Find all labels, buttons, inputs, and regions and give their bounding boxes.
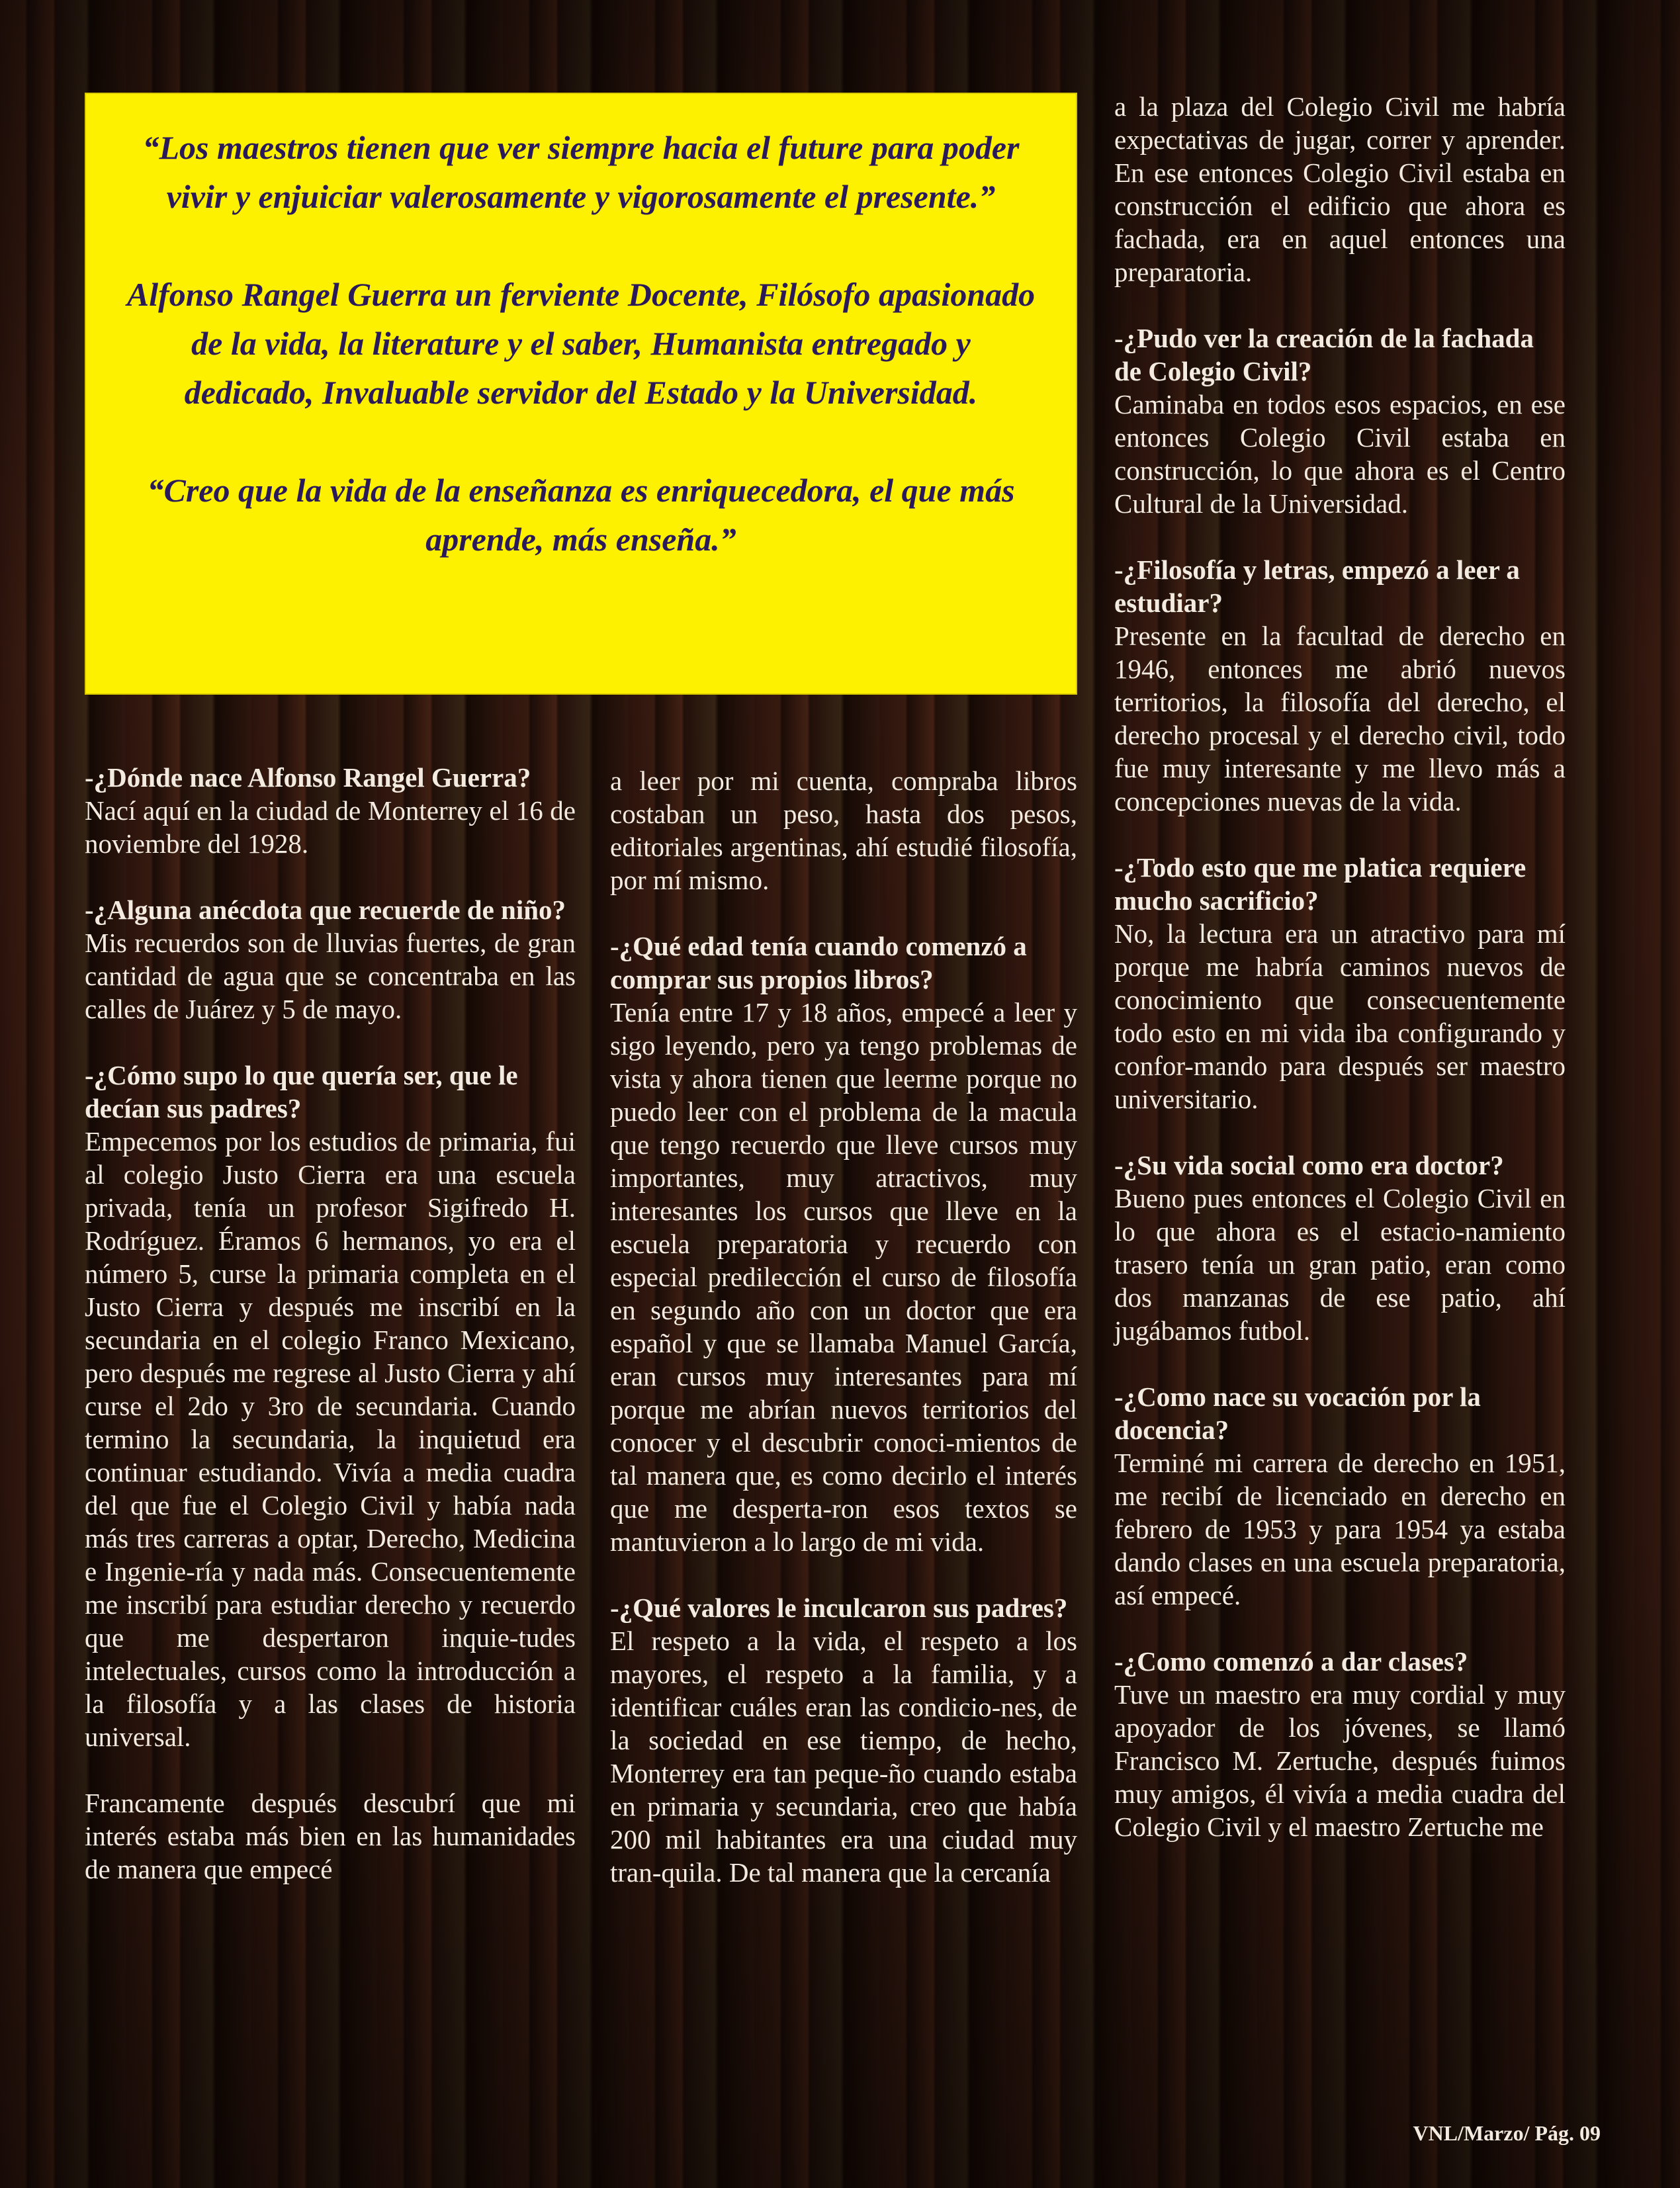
- answer: Presente en la facultad de derecho en 1946, entonces me abrió nuevos territorios, la filosofía del derecho, el derecho procesal y el derecho civil, todo fue muy interesante y me llevo más a concepciones nuevas de la vida.: [1114, 621, 1566, 816]
- qa-item: [610, 930, 1077, 1558]
- qa-item: [1114, 322, 1566, 520]
- middle-column: [610, 764, 1077, 1922]
- question: -¿Qué valores le inculcaron sus padres?: [610, 1593, 1068, 1623]
- left-column: [85, 761, 576, 1919]
- answer: Caminaba en todos esos espacios, en ese entonces Colegio Civil estaba en construcción, lo que ahora es el Centro Cultural de la Universidad.: [1114, 389, 1566, 519]
- answer: Terminé mi carrera de derecho en 1951, me recibí de licenciado en derecho en febrero de 1953 y para 1954 ya estaba dando clases en una escuela preparatoria, así empecé.: [1114, 1448, 1566, 1610]
- page-footer: VNL/Marzo/ Pág. 09: [1413, 2121, 1601, 2145]
- closing-quote: “Creo que la vida de la enseñanza es enriquecedora, el que más aprende, más enseña.”: [147, 472, 1015, 558]
- qa-item: [1114, 90, 1566, 288]
- qa-item: [85, 761, 576, 860]
- qa-item: [85, 893, 576, 1026]
- question: -¿Cómo supo lo que quería ser, que le decían sus padres?: [85, 1060, 518, 1123]
- answer: No, la lectura era un atractivo para mí porque me habría caminos nuevos de conocimiento que consecuentemente todo esto en mi vida iba configurando y confor-mando para después ser maestro universitario.: [1114, 918, 1566, 1114]
- answer: El respeto a la vida, el respeto a los mayores, el respeto a la familia, y a identificar cuáles eran las condicio-nes, de la sociedad en ese tiempo, de hecho, Monterrey era tan peque-ño cuando estaba en primaria y secundaria, creo que había 200 mil habitantes era una ciudad muy tran-quila. De tal manera que la cercanía: [610, 1626, 1077, 1888]
- qa-item: [1114, 1645, 1566, 1843]
- answer: Nací aquí en la ciudad de Monterrey el 16 de noviembre del 1928.: [85, 795, 576, 859]
- answer: a leer por mi cuenta, compraba libros costaban un peso, hasta dos pesos, editoriales argentinas, ahí estudié filosofía, por mí mismo.: [610, 766, 1077, 895]
- qa-item: [1114, 1149, 1566, 1347]
- qa-item: [85, 1059, 576, 1753]
- answer: Empecemos por los estudios de primaria, fui al colegio Justo Cierra era una escuela privada, tenía un profesor Sigifredo H. Rodríguez. Éramos 6 hermanos, yo era el número 5, curse la primaria completa en el Justo Cierra y después me inscribí en la secundaria en el colegio Franco Mexicano, pero después me regrese al Justo Cierra y ahí curse el 2do y 3ro de secundaria. Cuando termino la secundaria, la inquietud era continuar estudiando. Vivía a media cuadra del que fue el Colegio Civil y había nada más tres carreras a optar, Derecho, Medicina e Ingenie-ría y nada más. Consecuentemente me inscribí para estudiar derecho y recuerdo que me despertaron inquie-tudes intelectuales, cursos como la introducción a la filosofía y a las clases de historia universal.: [85, 1126, 576, 1752]
- answer: a la plaza del Colegio Civil me habría expectativas de jugar, correr y aprender. En ese entonces Colegio Civil estaba en construcción el edificio que ahora es fachada, era en aquel entonces una preparatoria.: [1114, 91, 1566, 287]
- qa-item: [1114, 851, 1566, 1116]
- question: -¿Pudo ver la creación de la fachada de Colegio Civil?: [1114, 323, 1534, 386]
- qa-item: [1114, 553, 1566, 818]
- qa-item: [85, 1786, 576, 1886]
- answer: Francamente después descubrí que mi interés estaba más bien en las humanidades de manera que empecé: [85, 1788, 576, 1884]
- answer: Tuve un maestro era muy cordial y muy apoyador de los jóvenes, se llamó Francisco M. Zertuche, después fuimos muy amigos, él vivía a media cuadra del Colegio Civil y el maestro Zertuche me: [1114, 1679, 1566, 1842]
- question: -¿Todo esto que me platica requiere mucho sacrificio?: [1114, 852, 1526, 916]
- answer: Tenía entre 17 y 18 años, empecé a leer y sigo leyendo, pero ya tengo problemas de vista y ahora tienen que leerme porque no puedo leer con el problema de la macula que tengo recuerdo que lleve cursos muy importantes, muy atractivos, muy interesantes los cursos que lleve en la escuela preparatoria y recuerdo con especial predilección el curso de filosofía en segundo año con un doctor que era español y que se llamaba Manuel García, eran cursos muy interesantes para mí porque me abrían nuevos territorios del conocer y el descubrir conoci-mientos de tal manera que, es como decirlo el interés que me desperta-ron esos textos se mantuvieron a lo largo de mi vida.: [610, 997, 1077, 1557]
- answer: Bueno pues entonces el Colegio Civil en lo que ahora es el estacio-namiento trasero tenía un gran patio, eran como dos manzanas de ese patio, ahí jugábamos futbol.: [1114, 1183, 1566, 1346]
- highlight-quote-box: [85, 93, 1077, 695]
- question: -¿Alguna anécdota que recuerde de niño?: [85, 895, 566, 925]
- question: -¿Dónde nace Alfonso Rangel Guerra?: [85, 762, 531, 793]
- question: -¿Filosofía y letras, empezó a leer a estudiar?: [1114, 554, 1520, 618]
- opening-quote: “Los maestros tienen que ver siempre hacia el future para poder vivir y enjuiciar valerosamente y vigorosamente el presente.”: [142, 129, 1020, 215]
- question: -¿Como nace su vocación por la docencia?: [1114, 1381, 1481, 1445]
- question: -¿Su vida social como era doctor?: [1114, 1150, 1504, 1180]
- answer: Mis recuerdos son de lluvias fuertes, de gran cantidad de agua que se concentraba en las calles de Juárez y 5 de mayo.: [85, 928, 576, 1024]
- question: -¿Qué edad tenía cuando comenzó a comprar sus propios libros?: [610, 931, 1027, 994]
- right-column: [1114, 90, 1566, 1876]
- question: -¿Como comenzó a dar clases?: [1114, 1646, 1468, 1677]
- qa-item: [610, 764, 1077, 897]
- author-description: Alfonso Rangel Guerra un ferviente Docente, Filósofo apasionado de la vida, la literature y el saber, Humanista entregado y dedicado, Invaluable servidor del Estado y la Universidad.: [126, 276, 1036, 411]
- qa-item: [1114, 1380, 1566, 1612]
- qa-item: [610, 1591, 1077, 1889]
